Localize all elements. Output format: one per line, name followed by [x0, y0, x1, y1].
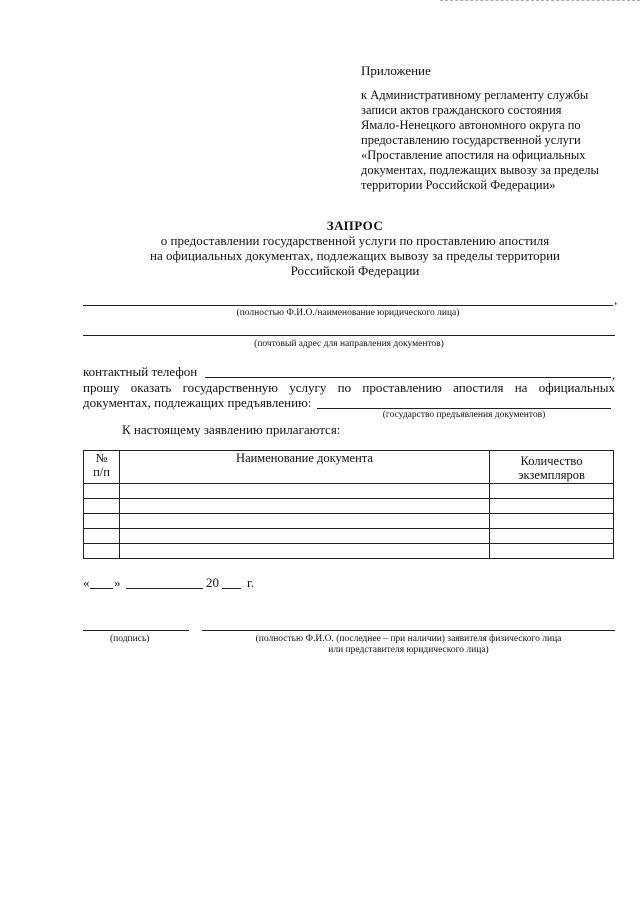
- table-cell[interactable]: [84, 484, 120, 499]
- signer-name-line[interactable]: [202, 630, 615, 631]
- attachments-heading: К настоящему заявлению прилагаются:: [122, 422, 341, 437]
- appendix-line: документах, подлежащих вывозу за пределы: [361, 163, 599, 177]
- appendix-line: «Проставление апостиля на официальных: [361, 148, 586, 162]
- title-line: на официальных документах, подлежащих вывозу за пределы территории: [149, 248, 560, 263]
- table-row: [84, 544, 614, 559]
- appendix-heading: Приложение: [361, 63, 431, 78]
- signature-caption: (подпись): [110, 634, 150, 644]
- comma: ,: [614, 292, 618, 307]
- table-cell[interactable]: [84, 544, 120, 559]
- date-open-quote: «: [83, 575, 90, 590]
- table-cell[interactable]: [84, 499, 120, 514]
- country-caption: (государство предъявления документов): [382, 410, 546, 420]
- appendix-line: записи актов гражданского состояния: [361, 103, 562, 117]
- date-close-quote: »: [114, 575, 121, 590]
- signer-name-caption: или представителя юридического лица): [328, 645, 489, 655]
- table-cell[interactable]: [490, 484, 614, 499]
- table-row: [84, 514, 614, 529]
- table-cell[interactable]: [490, 514, 614, 529]
- phone-label: контактный телефон: [83, 364, 198, 379]
- date-year-line[interactable]: [222, 588, 241, 589]
- table-cell[interactable]: [120, 514, 490, 529]
- column-header-document-name: [120, 451, 490, 484]
- date-day-line[interactable]: [90, 588, 113, 589]
- table-cell[interactable]: [490, 499, 614, 514]
- title-line: о предоставлении государственной услуги по проставлению апостиля: [160, 233, 550, 248]
- signature-line[interactable]: [83, 630, 189, 631]
- table-row: [84, 499, 614, 514]
- date-year-suffix: г.: [247, 575, 255, 590]
- date-year-prefix: 20: [206, 575, 219, 590]
- title-line: Российской Федерации: [290, 263, 420, 278]
- column-header-text: Количество: [520, 454, 583, 468]
- column-header-quantity: [490, 451, 614, 484]
- table-cell[interactable]: [84, 529, 120, 544]
- request-text-line: прошу оказать государственную услугу по проставлению апостиля на официальных: [83, 380, 615, 395]
- table-cell[interactable]: [120, 529, 490, 544]
- table-cell[interactable]: [490, 544, 614, 559]
- appendix-line: предоставлению государственной услуги: [361, 133, 581, 147]
- table-row: [84, 529, 614, 544]
- table-cell[interactable]: [84, 514, 120, 529]
- appendix-line: территории Российской Федерации»: [361, 178, 556, 192]
- scan-edge-mark: [440, 0, 640, 1]
- column-header-text: Наименование документа: [236, 451, 373, 465]
- signer-name-caption: (полностью Ф.И.О. (последнее – при наличии) заявителя физического лица: [255, 634, 562, 644]
- address-caption: (почтовый адрес для направления документов): [254, 339, 444, 349]
- comma: ,: [612, 367, 616, 382]
- table-header-row: [84, 451, 614, 484]
- name-caption: (полностью Ф.И.О./наименование юридического лица): [236, 308, 460, 318]
- column-header-text: №: [95, 451, 108, 465]
- column-header-text: экземпляров: [518, 468, 585, 482]
- table-cell[interactable]: [490, 529, 614, 544]
- documents-table: [83, 450, 614, 559]
- country-input-line[interactable]: [317, 408, 611, 409]
- document-title: ЗАПРОС: [326, 218, 384, 233]
- name-input-line[interactable]: [83, 305, 613, 306]
- phone-input-line[interactable]: [205, 377, 611, 378]
- table-cell[interactable]: [120, 484, 490, 499]
- column-header-number: [84, 451, 120, 484]
- appendix-line: к Административному регламенту службы: [361, 88, 589, 102]
- address-input-line[interactable]: [83, 335, 615, 336]
- appendix-line: Ямало-Ненецкого автономного округа по: [361, 118, 581, 132]
- column-header-text: п/п: [93, 465, 110, 479]
- table-row: [84, 484, 614, 499]
- table-cell[interactable]: [120, 544, 490, 559]
- appendix-text: [361, 88, 599, 193]
- table-cell[interactable]: [120, 499, 490, 514]
- date-month-line[interactable]: [126, 588, 203, 589]
- request-text-line: документах, подлежащих предъявлению:: [83, 395, 312, 410]
